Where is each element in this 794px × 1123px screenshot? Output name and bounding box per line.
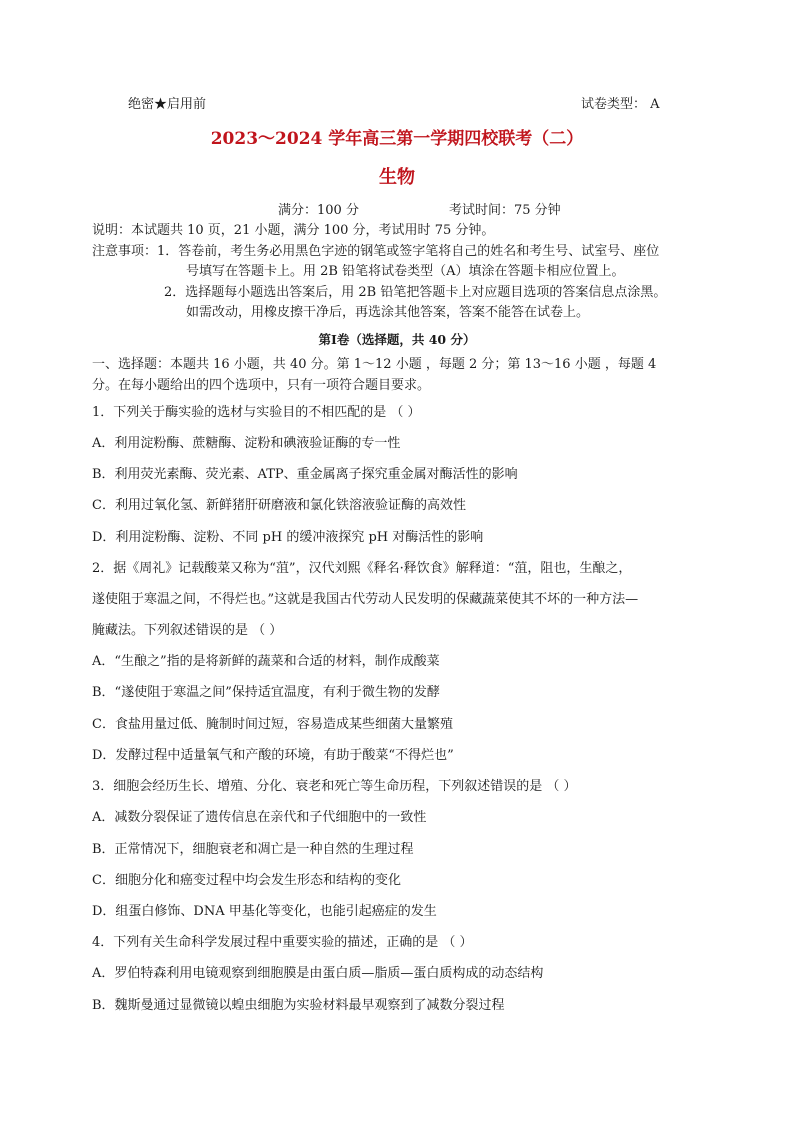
question-4: 4．下列有关生命科学发展过程中重要实验的描述，正确的是 （ ） — [92, 935, 473, 950]
instructions-line-2: 分。在每小题给出的四个选项中，只有一项符合题目要求。 — [92, 378, 431, 393]
question-3-option-c: C．细胞分化和癌变过程中均会发生形态和结构的变化 — [92, 873, 401, 888]
question-2-line-3: 腌藏法。下列叙述错误的是 （ ） — [92, 623, 283, 638]
question-1-option-b: B．利用荧光素酶、荧光素、ATP、重金属离子探究重金属对酶活性的影响 — [92, 467, 518, 482]
attention-note-1b: 号填写在答题卡上。用 2B 铅笔将试卷类型（A）填涂在答题卡相应位置上。 — [186, 264, 625, 279]
question-3: 3．细胞会经历生长、增殖、分化、衰老和死亡等生命历程，下列叙述错误的是 （ ） — [92, 779, 577, 794]
question-1: 1．下列关于酶实验的选材与实验目的不相匹配的是 （ ） — [92, 405, 421, 420]
question-2-option-b: B．“遂使阻于寒温之间”保持适宜温度，有利于微生物的发酵 — [92, 685, 440, 700]
question-3-option-b: B．正常情况下，细胞衰老和凋亡是一种自然的生理过程 — [92, 842, 414, 857]
question-3-option-d: D．组蛋白修饰、DNA 甲基化等变化，也能引起癌症的发生 — [92, 904, 437, 919]
confidential-label: 绝密★启用前 — [128, 97, 207, 112]
question-3-option-a: A．减数分裂保证了遗传信息在亲代和子代细胞中的一致性 — [92, 810, 427, 825]
question-1-option-c: C．利用过氧化氢、新鲜猪肝研磨液和氯化铁溶液验证酶的高效性 — [92, 498, 466, 513]
exam-title: 2023～2024 学年高三第一学期四校联考（二） — [210, 129, 584, 149]
subject-title: 生物 — [379, 167, 415, 188]
attention-note-1a: 注意事项：1．答卷前，考生务必用黑色字迹的钢笔或签字笔将自己的姓名和考生号、试室号、座位 — [92, 244, 660, 259]
question-1-option-a: A．利用淀粉酶、蔗糖酶、淀粉和碘液验证酶的专一性 — [92, 436, 401, 451]
question-2-option-d: D．发酵过程中适量氧气和产酸的环境，有助于酸菜“不得烂也” — [92, 748, 454, 763]
explanation-note: 说明：本试题共 10 页，21 小题，满分 100 分，考试用时 75 分钟。 — [92, 223, 495, 238]
question-4-option-a: A．罗伯特森利用电镜观察到细胞膜是由蛋白质—脂质—蛋白质构成的动态结构 — [92, 966, 544, 981]
attention-note-2b: 如需改动，用橡皮擦干净后，再选涂其他答案，答案不能答在试卷上。 — [186, 305, 590, 320]
full-score: 满分：100 分 — [278, 203, 359, 218]
question-2-option-c: C．食盐用量过低、腌制时间过短，容易造成某些细菌大量繁殖 — [92, 717, 453, 732]
question-2-option-a: A．“生酿之”指的是将新鲜的蔬菜和合适的材料，制作成酸菜 — [92, 654, 440, 669]
section-title: 第Ⅰ卷（选择题，共 40 分） — [318, 332, 476, 347]
paper-type-label: 试卷类型： A — [581, 97, 660, 112]
instructions-line-1: 一、选择题：本题共 16 小题，共 40 分。第 1～12 小题 ，每题 2 分；第 13～16 小题 ，每题 4 — [92, 357, 657, 372]
question-1-option-d: D．利用淀粉酶、淀粉、不同 pH 的缓冲液探究 pH 对酶活性的影响 — [92, 530, 484, 545]
question-2-line-1: 2．据《周礼》记载酸菜又称为“菹”，汉代刘熙《释名·释饮食》解释道：“菹，阻也，生酿之， — [92, 561, 632, 576]
question-2-line-2: 遂使阻于寒温之间，不得烂也。”这就是我国古代劳动人民发明的保藏蔬菜使其不坏的一种方法— — [92, 592, 639, 607]
attention-note-2a: 2．选择题每小题选出答案后，用 2B 铅笔把答题卡上对应题目选项的答案信息点涂黑。 — [164, 285, 667, 300]
exam-time: 考试时间：75 分钟 — [449, 203, 561, 218]
question-4-option-b: B．魏斯曼通过显微镜以蝗虫细胞为实验材料最早观察到了减数分裂过程 — [92, 998, 505, 1013]
